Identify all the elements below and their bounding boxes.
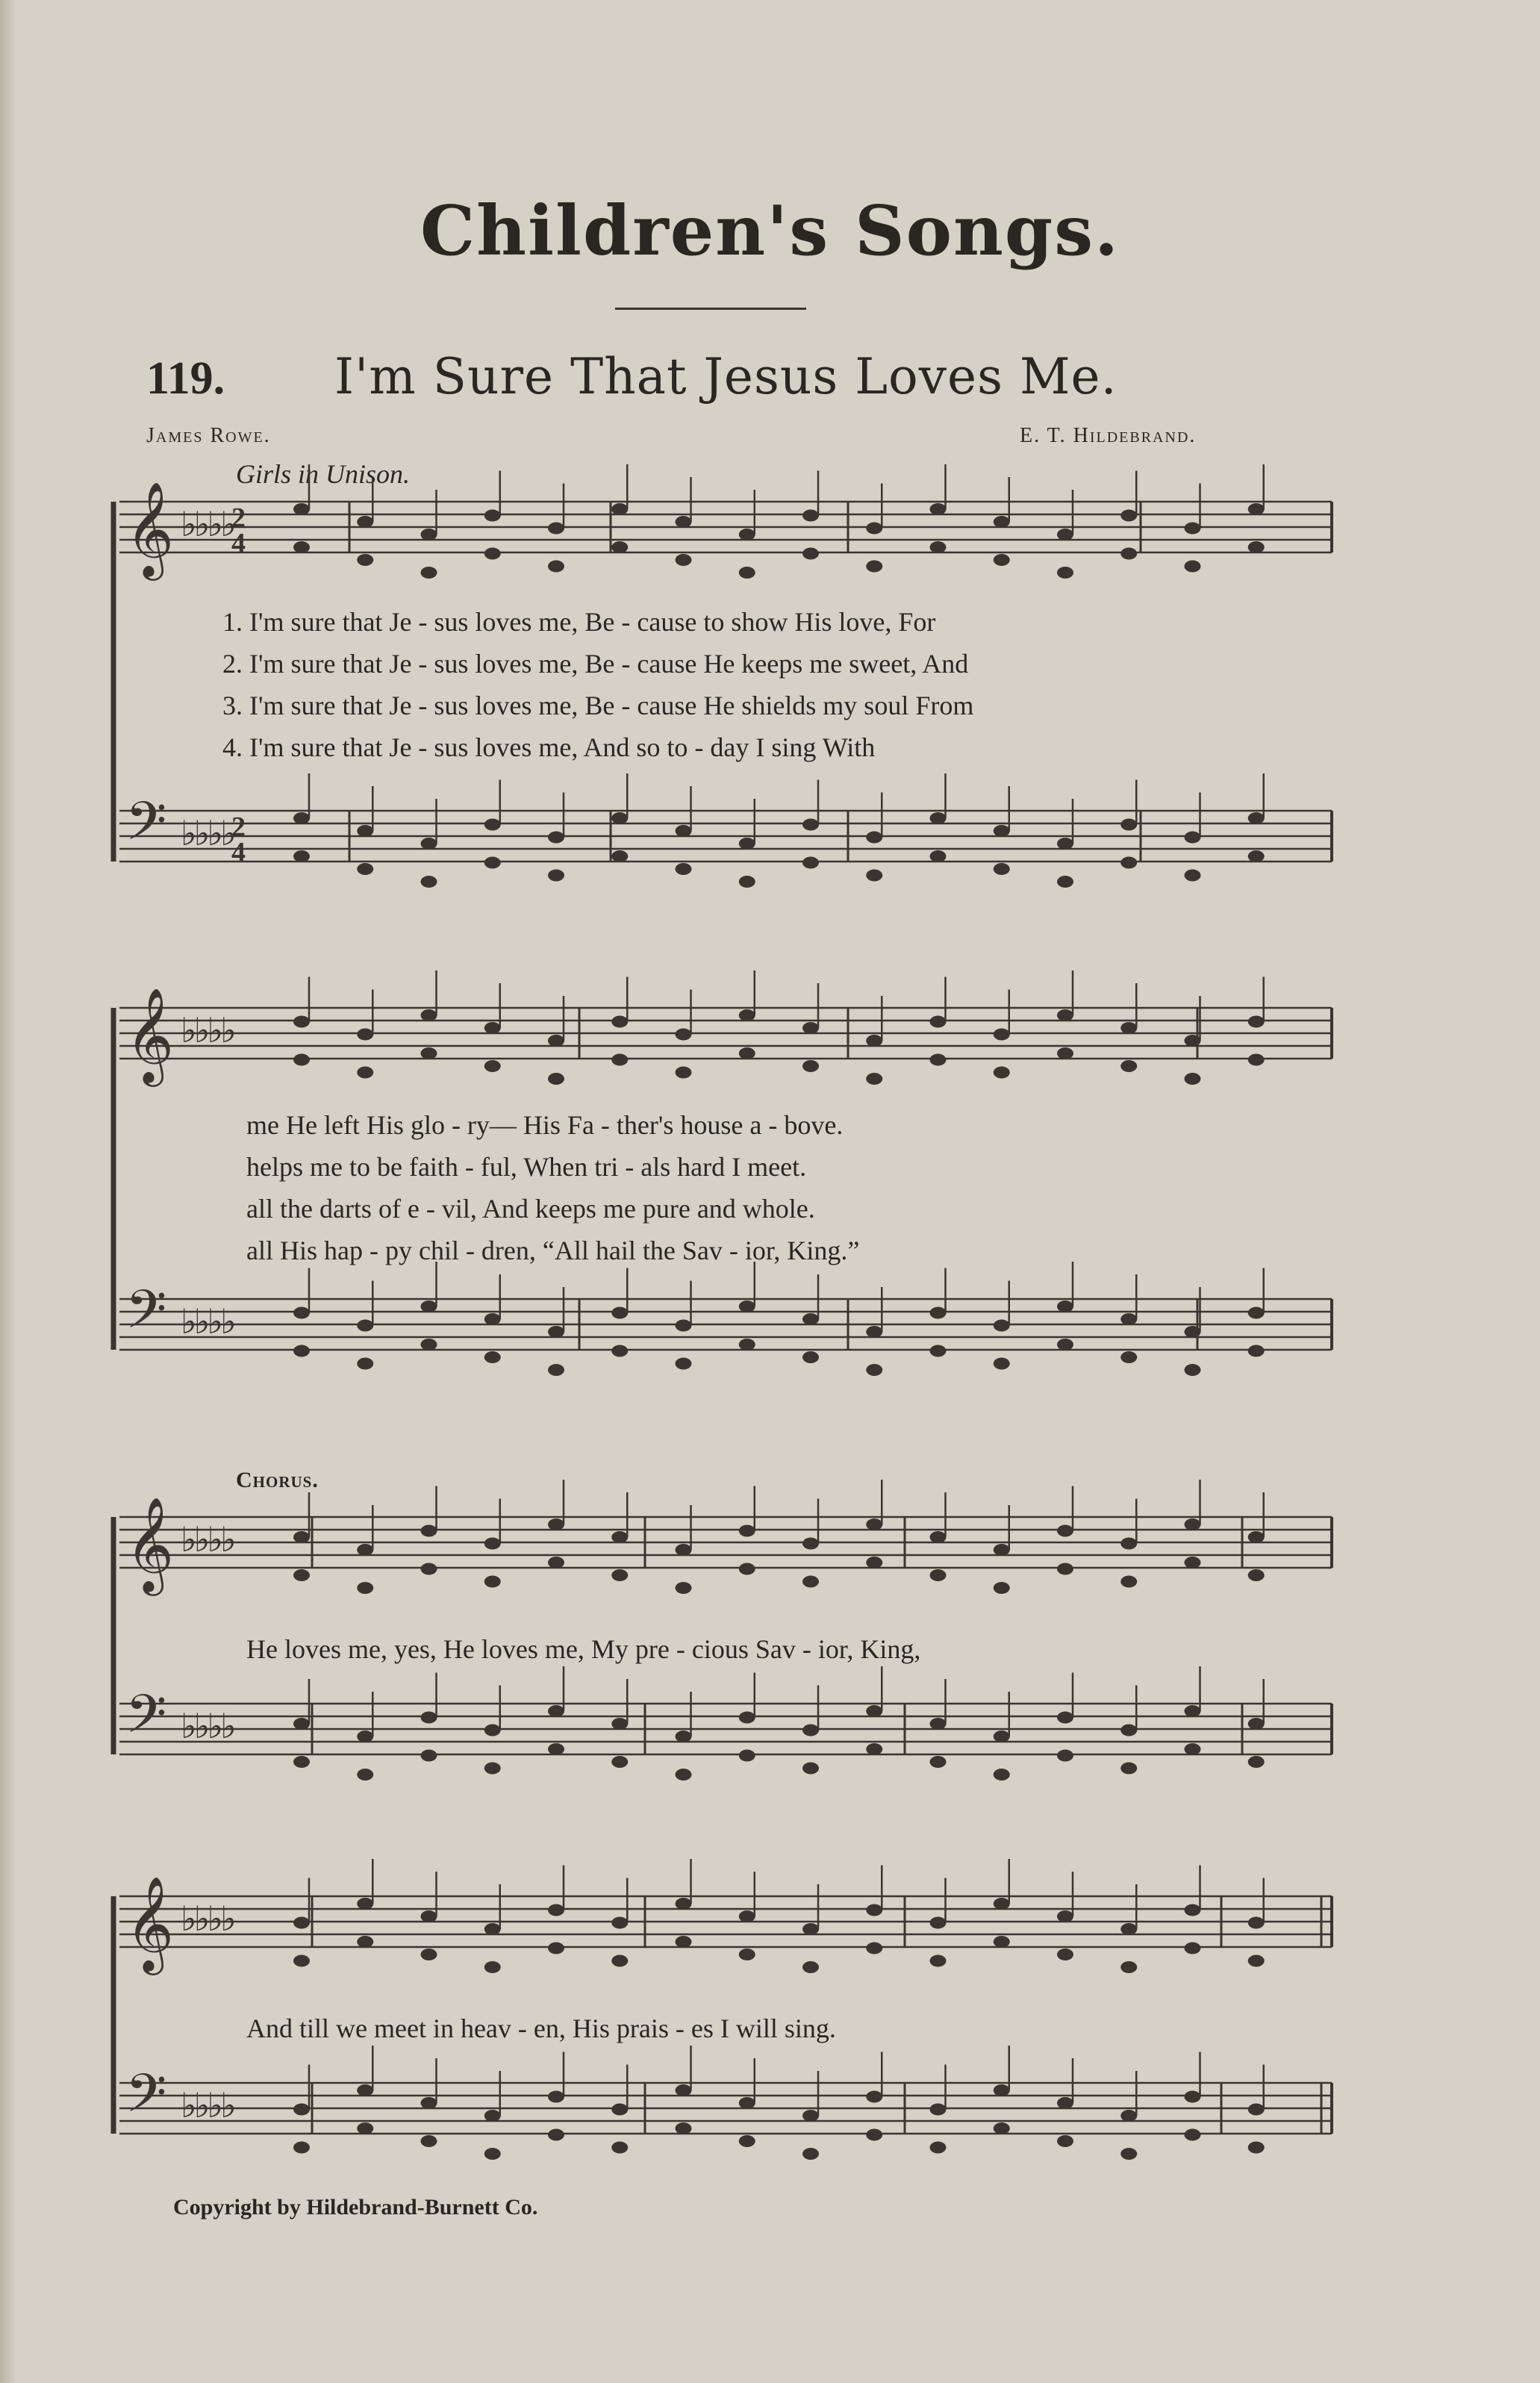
performance-direction: Girls in Unison. (236, 459, 411, 489)
note-head (357, 1067, 373, 1079)
note-head (293, 1345, 310, 1357)
note-head (739, 1009, 755, 1021)
note-head (866, 1943, 882, 1954)
note-head (930, 1569, 947, 1581)
note-head (357, 2084, 373, 2096)
note-head (994, 825, 1010, 837)
note-head (1057, 1949, 1073, 1960)
key-signature-flats: ♭♭♭♭ (181, 1010, 234, 1050)
note-head (357, 1582, 373, 1594)
note-head (357, 863, 373, 875)
note-head (421, 1339, 437, 1351)
note-head (1185, 2091, 1201, 2103)
note-head (357, 1769, 373, 1781)
note-head (548, 832, 564, 844)
note-head (548, 1743, 564, 1755)
note-head (1057, 1712, 1073, 1724)
verse-continued-line-2: helps me to be faith - ful, When tri - als hard I meet. (246, 1152, 807, 1182)
note-head (548, 561, 564, 573)
note-head (484, 548, 501, 560)
note-head (676, 1769, 692, 1781)
note-head (611, 1955, 628, 1967)
note-head (357, 1731, 373, 1742)
note-head (802, 1725, 819, 1736)
note-head (1185, 1705, 1201, 1717)
lyricist-credit: James Rowe. (146, 424, 271, 447)
note-head (1248, 1955, 1265, 1967)
note-head (676, 1898, 692, 1910)
note-head (484, 1763, 501, 1775)
note-head (994, 2084, 1010, 2096)
note-head (866, 1705, 882, 1717)
note-head (676, 2122, 692, 2134)
note-head (293, 1917, 310, 1929)
note-head (1185, 1073, 1201, 1085)
note-head (548, 1035, 564, 1047)
chorus-line-2: And till we meet in heav - en, His prais - es I will sing. (246, 2013, 836, 2043)
note-head (1185, 1557, 1201, 1569)
note-head (1120, 1576, 1137, 1588)
note-head (994, 1029, 1010, 1041)
note-head (866, 1518, 882, 1530)
note-head (611, 1054, 628, 1066)
note-head (484, 2148, 501, 2160)
key-signature-flats: ♭♭♭♭ (181, 504, 234, 544)
bass-clef: 𝄢 (125, 1279, 167, 1354)
note-head (1057, 1910, 1073, 1922)
note-head (484, 857, 501, 869)
note-head (484, 1725, 501, 1736)
note-head (930, 2142, 947, 2154)
note-head (1185, 1904, 1201, 1916)
note-head (1120, 1060, 1137, 1072)
note-head (293, 1718, 310, 1730)
note-head (1120, 1022, 1137, 1034)
note-head (484, 1313, 501, 1325)
time-signature: 2 (231, 502, 246, 534)
note-head (802, 1576, 819, 1588)
note-head (802, 1313, 819, 1325)
note-head (1120, 510, 1137, 522)
chorus-label: Chorus. (236, 1468, 319, 1492)
treble-clef: 𝄞 (125, 1496, 175, 1592)
note-head (548, 1943, 564, 1954)
note-head (421, 1047, 437, 1059)
note-head (611, 1569, 628, 1581)
verse-line-3: 3. I'm sure that Je - sus loves me, Be - cause He shields my soul From (222, 691, 974, 720)
note-head (357, 1898, 373, 1910)
note-head (1185, 1943, 1201, 1954)
note-head (421, 1949, 437, 1960)
note-head (1057, 2135, 1073, 2147)
note-head (1120, 2148, 1137, 2160)
note-head (357, 1544, 373, 1556)
note-head (676, 1544, 692, 1556)
note-head (1248, 1307, 1265, 1319)
note-head (1185, 523, 1201, 535)
note-head (866, 1743, 882, 1755)
note-head (994, 863, 1010, 875)
note-head (1057, 1300, 1073, 1312)
note-head (1057, 838, 1073, 850)
note-head (1248, 1531, 1265, 1543)
note-head (930, 2104, 947, 2116)
note-head (739, 1300, 755, 1312)
note-head (739, 1712, 755, 1724)
note-head (611, 2104, 628, 2116)
note-head (739, 2097, 755, 2109)
note-head (930, 850, 947, 862)
hymn-number: 119. (146, 353, 225, 404)
note-head (1057, 1525, 1073, 1537)
note-head (866, 1557, 882, 1569)
note-head (739, 876, 755, 888)
note-head (676, 863, 692, 875)
note-head (421, 2135, 437, 2147)
hymn-title: I'm Sure That Jesus Loves Me. (334, 348, 1117, 405)
note-head (676, 1358, 692, 1370)
note-head (293, 850, 310, 862)
note-head (611, 1307, 628, 1319)
note-head (1185, 1518, 1201, 1530)
note-head (421, 838, 437, 850)
note-head (994, 2122, 1010, 2134)
note-head (1248, 1917, 1265, 1929)
note-head (484, 1538, 501, 1550)
time-signature: 4 (231, 528, 246, 559)
note-head (930, 1307, 947, 1319)
note-head (866, 1364, 882, 1376)
note-head (611, 812, 628, 824)
note-head (611, 1917, 628, 1929)
verse-line-2: 2. I'm sure that Je - sus loves me, Be - cause He keeps me sweet, And (222, 649, 969, 679)
note-head (548, 2091, 564, 2103)
note-head (676, 825, 692, 837)
note-head (357, 516, 373, 528)
note-head (548, 870, 564, 882)
note-head (1248, 1345, 1265, 1357)
note-head (802, 1538, 819, 1550)
note-head (548, 1904, 564, 1916)
note-head (994, 1582, 1010, 1594)
note-head (802, 1351, 819, 1363)
note-head (994, 1358, 1010, 1370)
note-head (293, 812, 310, 824)
note-head (866, 1035, 882, 1047)
note-head (1185, 1326, 1201, 1338)
key-signature-flats: ♭♭♭♭ (181, 813, 234, 853)
note-head (866, 1904, 882, 1916)
note-head (293, 1016, 310, 1028)
note-head (357, 1029, 373, 1041)
note-head (484, 1961, 501, 1973)
note-head (866, 2091, 882, 2103)
note-head (1120, 1538, 1137, 1550)
note-head (421, 1009, 437, 1021)
note-head (802, 1022, 819, 1034)
note-head (802, 548, 819, 560)
note-head (357, 1358, 373, 1370)
note-head (1057, 567, 1073, 579)
note-head (930, 1917, 947, 1929)
note-head (739, 1047, 755, 1059)
note-head (994, 1731, 1010, 1742)
copyright-notice: Copyright by Hildebrand-Burnett Co. (173, 2195, 538, 2220)
note-head (611, 1016, 628, 1028)
note-head (994, 1544, 1010, 1556)
note-head (421, 876, 437, 888)
note-head (357, 1936, 373, 1948)
note-head (1185, 2129, 1201, 2141)
verse-continued-line-1: me He left His glo - ry— His Fa - ther's house a - bove. (246, 1110, 844, 1140)
note-head (930, 1016, 947, 1028)
note-head (548, 1518, 564, 1530)
note-head (994, 1067, 1010, 1079)
note-head (1120, 1961, 1137, 1973)
note-head (1120, 548, 1137, 560)
note-head (676, 554, 692, 566)
note-head (1057, 1047, 1073, 1059)
note-head (357, 2122, 373, 2134)
note-head (930, 503, 947, 515)
note-head (739, 1339, 755, 1351)
note-head (802, 819, 819, 831)
note-head (293, 1756, 310, 1768)
note-head (676, 1029, 692, 1041)
note-head (1120, 857, 1137, 869)
note-head (930, 1756, 947, 1768)
key-signature-flats: ♭♭♭♭ (181, 1706, 234, 1746)
bass-clef: 𝄢 (125, 1683, 167, 1758)
note-head (421, 1910, 437, 1922)
note-head (1185, 1743, 1201, 1755)
note-head (484, 1351, 501, 1363)
note-head (676, 1320, 692, 1332)
note-head (1185, 561, 1201, 573)
treble-clef: 𝄞 (125, 481, 175, 576)
note-head (357, 554, 373, 566)
note-head (1185, 870, 1201, 882)
note-head (802, 1060, 819, 1072)
note-head (421, 1563, 437, 1575)
note-head (357, 1320, 373, 1332)
composer-credit: E. T. Hildebrand. (1020, 424, 1197, 447)
note-head (802, 2110, 819, 2122)
note-head (1057, 1563, 1073, 1575)
note-head (293, 2142, 310, 2154)
note-head (739, 1910, 755, 1922)
note-head (421, 529, 437, 541)
verse-line-4: 4. I'm sure that Je - sus loves me, And so to - day I sing With (222, 732, 876, 762)
note-head (484, 819, 501, 831)
note-head (676, 1731, 692, 1742)
note-head (293, 541, 310, 553)
note-head (1248, 541, 1265, 553)
note-head (802, 1923, 819, 1935)
note-head (994, 1936, 1010, 1948)
note-head (484, 1923, 501, 1935)
bass-clef: 𝄢 (125, 791, 167, 865)
note-head (739, 1949, 755, 1960)
note-head (994, 1898, 1010, 1910)
note-head (357, 825, 373, 837)
note-head (548, 1557, 564, 1569)
note-head (802, 1961, 819, 1973)
note-head (1057, 1339, 1073, 1351)
note-head (866, 832, 882, 844)
note-head (930, 1054, 947, 1066)
note-head (1248, 2142, 1265, 2154)
note-head (1248, 1756, 1265, 1768)
note-head (802, 510, 819, 522)
note-head (421, 567, 437, 579)
note-head (866, 1326, 882, 1338)
note-head (1248, 812, 1265, 824)
note-head (930, 1955, 947, 1967)
note-head (1057, 529, 1073, 541)
note-head (676, 1582, 692, 1594)
note-head (611, 503, 628, 515)
note-head (1057, 876, 1073, 888)
note-head (293, 1955, 310, 1967)
note-head (548, 1364, 564, 1376)
note-head (611, 1718, 628, 1730)
note-head (930, 541, 947, 553)
note-head (421, 1712, 437, 1724)
note-head (802, 2148, 819, 2160)
chorus-line-1: He loves me, yes, He loves me, My pre - cious Sav - ior, King, (246, 1634, 921, 1664)
note-head (1248, 2104, 1265, 2116)
note-head (866, 561, 882, 573)
time-signature: 2 (231, 812, 246, 843)
note-head (1120, 1351, 1137, 1363)
note-head (421, 1300, 437, 1312)
note-head (611, 1756, 628, 1768)
note-head (739, 529, 755, 541)
note-head (293, 1569, 310, 1581)
note-head (1248, 1569, 1265, 1581)
key-signature-flats: ♭♭♭♭ (181, 1519, 234, 1560)
note-head (866, 1073, 882, 1085)
note-head (421, 1750, 437, 1762)
note-head (293, 1054, 310, 1066)
key-signature-flats: ♭♭♭♭ (181, 1898, 234, 1939)
note-head (484, 1022, 501, 1034)
note-head (866, 870, 882, 882)
note-head (1120, 1923, 1137, 1935)
note-head (293, 1531, 310, 1543)
note-head (676, 2084, 692, 2096)
note-head (484, 2110, 501, 2122)
note-head (676, 1067, 692, 1079)
note-head (293, 503, 310, 515)
note-head (421, 2097, 437, 2109)
note-head (866, 2129, 882, 2141)
treble-clef: 𝄞 (125, 987, 175, 1083)
note-head (548, 523, 564, 535)
note-head (1185, 1364, 1201, 1376)
note-head (1248, 1054, 1265, 1066)
note-head (1057, 1009, 1073, 1021)
section-title: Children's Songs. (420, 190, 1120, 271)
note-head (1248, 503, 1265, 515)
note-head (1120, 1725, 1137, 1736)
note-head (548, 1073, 564, 1085)
treble-clef: 𝄞 (125, 1875, 175, 1971)
note-head (611, 541, 628, 553)
note-head (930, 1345, 947, 1357)
note-head (739, 1563, 755, 1575)
note-head (802, 857, 819, 869)
note-head (994, 1769, 1010, 1781)
note-head (1248, 1718, 1265, 1730)
note-head (293, 1307, 310, 1319)
note-head (676, 1936, 692, 1948)
note-head (739, 2135, 755, 2147)
note-head (866, 523, 882, 535)
note-head (1185, 832, 1201, 844)
note-head (484, 1060, 501, 1072)
note-head (739, 1525, 755, 1537)
verse-continued-line-4: all His hap - py chil - dren, “All hail the Sav - ior, King.” (246, 1236, 860, 1265)
note-head (484, 1576, 501, 1588)
note-head (1248, 1016, 1265, 1028)
note-head (1185, 1035, 1201, 1047)
note-head (1120, 1313, 1137, 1325)
verse-line-1: 1. I'm sure that Je - sus loves me, Be - cause to show His love, For (222, 607, 936, 637)
note-head (484, 510, 501, 522)
note-head (930, 1718, 947, 1730)
key-signature-flats: ♭♭♭♭ (181, 1301, 234, 1342)
note-head (1248, 850, 1265, 862)
note-head (421, 1525, 437, 1537)
note-head (739, 567, 755, 579)
note-head (1057, 2097, 1073, 2109)
note-head (293, 2104, 310, 2116)
note-head (548, 1705, 564, 1717)
note-head (930, 812, 947, 824)
note-head (611, 850, 628, 862)
note-head (1057, 1750, 1073, 1762)
bass-clef: 𝄢 (125, 2063, 167, 2137)
note-head (1120, 2110, 1137, 2122)
verse-continued-line-3: all the darts of e - vil, And keeps me pure and whole. (246, 1194, 815, 1224)
note-head (1120, 1763, 1137, 1775)
note-head (739, 1750, 755, 1762)
note-head (1120, 819, 1137, 831)
note-head (611, 1531, 628, 1543)
time-signature: 4 (231, 837, 246, 868)
note-head (611, 1345, 628, 1357)
note-head (994, 1320, 1010, 1332)
note-head (676, 516, 692, 528)
note-head (802, 1763, 819, 1775)
note-head (611, 2142, 628, 2154)
note-head (739, 838, 755, 850)
note-head (930, 1531, 947, 1543)
note-head (994, 554, 1010, 566)
key-signature-flats: ♭♭♭♭ (181, 2085, 234, 2125)
note-head (994, 516, 1010, 528)
note-head (548, 2129, 564, 2141)
note-head (548, 1326, 564, 1338)
